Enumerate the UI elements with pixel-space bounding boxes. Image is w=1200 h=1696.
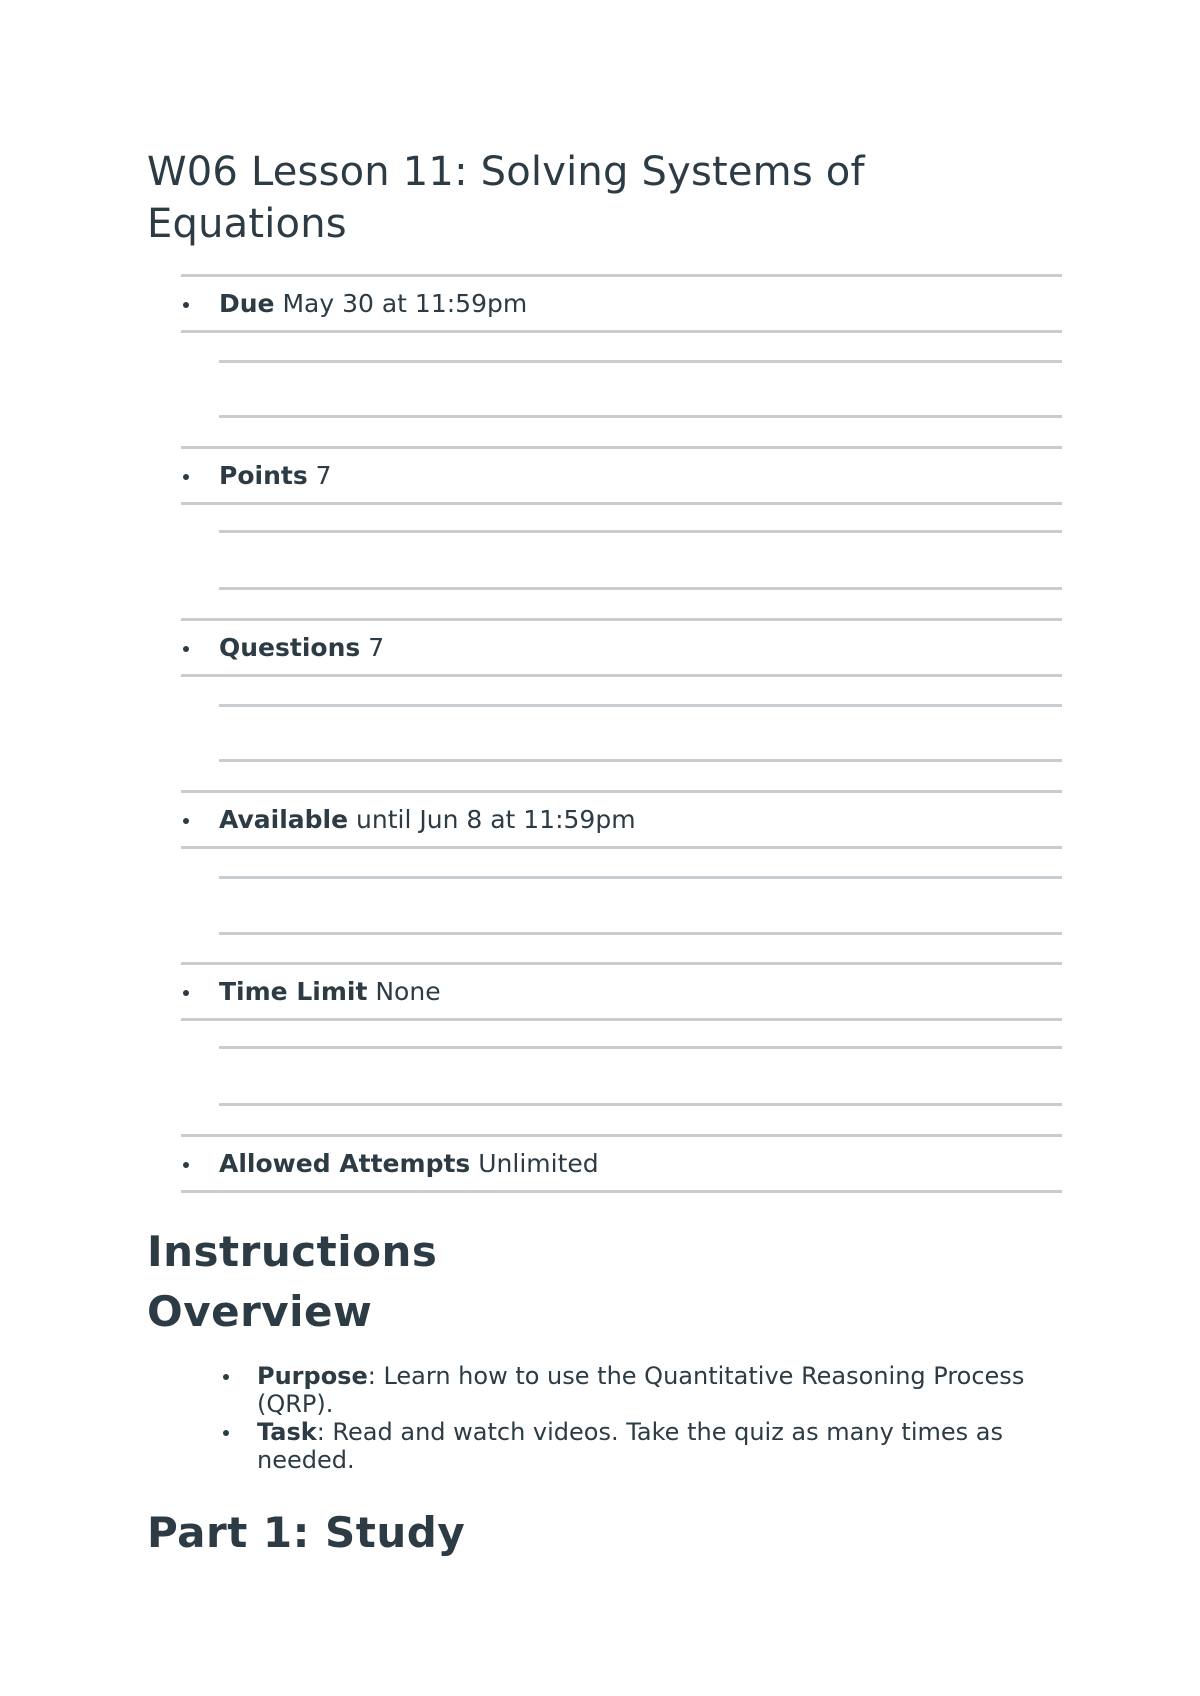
divider bbox=[181, 674, 1062, 677]
overview-heading: Overview bbox=[147, 1287, 373, 1336]
detail-available bbox=[181, 790, 1062, 962]
detail-due bbox=[181, 274, 1062, 446]
detail-value: Unlimited bbox=[478, 1149, 599, 1178]
detail-label: Points bbox=[219, 461, 308, 490]
detail-time-limit-text bbox=[219, 976, 441, 1008]
bullet-icon bbox=[183, 1162, 189, 1168]
part1-heading: Part 1: Study bbox=[147, 1508, 466, 1557]
detail-points-text bbox=[219, 460, 332, 492]
detail-label: Due bbox=[219, 289, 275, 318]
divider bbox=[181, 274, 1062, 277]
detail-questions-text bbox=[219, 632, 384, 664]
divider bbox=[219, 1103, 1062, 1106]
detail-value: May 30 at 11:59pm bbox=[282, 289, 528, 318]
divider bbox=[219, 530, 1062, 533]
divider bbox=[219, 1046, 1062, 1049]
detail-available-text bbox=[219, 804, 636, 836]
detail-value: None bbox=[375, 977, 441, 1006]
divider bbox=[181, 446, 1062, 449]
overview-text: : Read and watch videos. Take the quiz as many times as needed. bbox=[257, 1418, 1003, 1474]
divider bbox=[219, 360, 1062, 363]
detail-questions bbox=[181, 618, 1062, 790]
page-title: W06 Lesson 11: Solving Systems of Equations bbox=[147, 149, 865, 247]
detail-value: 7 bbox=[315, 461, 332, 490]
bullet-icon bbox=[183, 990, 189, 996]
divider bbox=[219, 587, 1062, 590]
detail-label: Time Limit bbox=[219, 977, 368, 1006]
overview-item-task bbox=[257, 1418, 1057, 1474]
detail-time-limit bbox=[181, 962, 1062, 1134]
divider bbox=[219, 415, 1062, 418]
bullet-icon bbox=[183, 818, 189, 824]
divider bbox=[219, 876, 1062, 879]
overview-label: Purpose bbox=[257, 1362, 368, 1390]
divider bbox=[181, 846, 1062, 849]
bullet-icon bbox=[223, 1374, 229, 1380]
detail-allowed-attempts-text bbox=[219, 1148, 599, 1180]
detail-label: Available bbox=[219, 805, 349, 834]
detail-points bbox=[181, 446, 1062, 618]
bullet-icon bbox=[183, 474, 189, 480]
divider bbox=[181, 502, 1062, 505]
detail-value: until Jun 8 at 11:59pm bbox=[356, 805, 636, 834]
detail-allowed-attempts bbox=[181, 1134, 1062, 1192]
detail-due-text bbox=[219, 288, 527, 320]
divider bbox=[219, 932, 1062, 935]
overview-list bbox=[257, 1362, 1057, 1474]
divider bbox=[181, 330, 1062, 333]
detail-value: 7 bbox=[368, 633, 385, 662]
divider bbox=[181, 1134, 1062, 1137]
divider bbox=[181, 1018, 1062, 1021]
detail-label: Allowed Attempts bbox=[219, 1149, 471, 1178]
instructions-heading: Instructions bbox=[147, 1227, 438, 1276]
divider bbox=[219, 704, 1062, 707]
divider bbox=[181, 618, 1062, 621]
overview-label: Task bbox=[257, 1418, 317, 1446]
divider bbox=[219, 759, 1062, 762]
bullet-icon bbox=[183, 646, 189, 652]
bullet-icon bbox=[223, 1430, 229, 1436]
divider bbox=[181, 962, 1062, 965]
overview-item-purpose bbox=[257, 1362, 1057, 1418]
divider bbox=[181, 790, 1062, 793]
detail-label: Questions bbox=[219, 633, 361, 662]
quiz-details-list bbox=[181, 274, 1062, 1192]
overview-text: : Learn how to use the Quantitative Reasoning Process (QRP). bbox=[257, 1362, 1025, 1418]
divider bbox=[181, 1190, 1062, 1193]
bullet-icon bbox=[183, 302, 189, 308]
